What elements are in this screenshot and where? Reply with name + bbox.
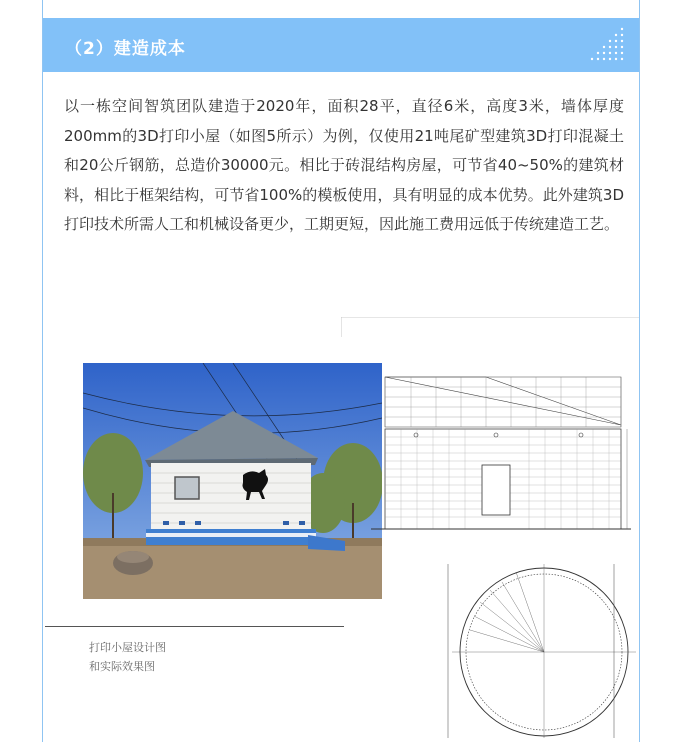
dot-pattern-icon xyxy=(585,26,625,64)
section-header xyxy=(43,18,639,72)
figure-caption xyxy=(89,638,166,676)
caption-line-2: 和实际效果图 xyxy=(89,660,155,673)
caption-line-1: 打印小屋设计图 xyxy=(89,641,166,654)
caption-divider xyxy=(45,626,344,627)
plan-drawing xyxy=(446,560,639,740)
house-photo xyxy=(83,363,382,599)
body-paragraph: 以一栋空间智筑团队建造于2020年，面积28平，直径6米，高度3米，墙体厚度200mm的3D打印小屋（如图5所示）为例，仅使用21吨尾矿型建筑3D打印混凝土和20公斤钢筋，总造价30000元。相比于砖混结构房屋，可节省40~50%的建筑材料，相比于框架结构，可节省100%的模板使用，具有明显的成本优势。此外建筑3D打印技术所需人工和机械设备更少，工期更短，因此施工费用远低于传统建造工艺。 xyxy=(64,97,624,233)
elevation-drawing xyxy=(341,317,639,557)
section-title: （2）建造成本 xyxy=(65,39,186,59)
